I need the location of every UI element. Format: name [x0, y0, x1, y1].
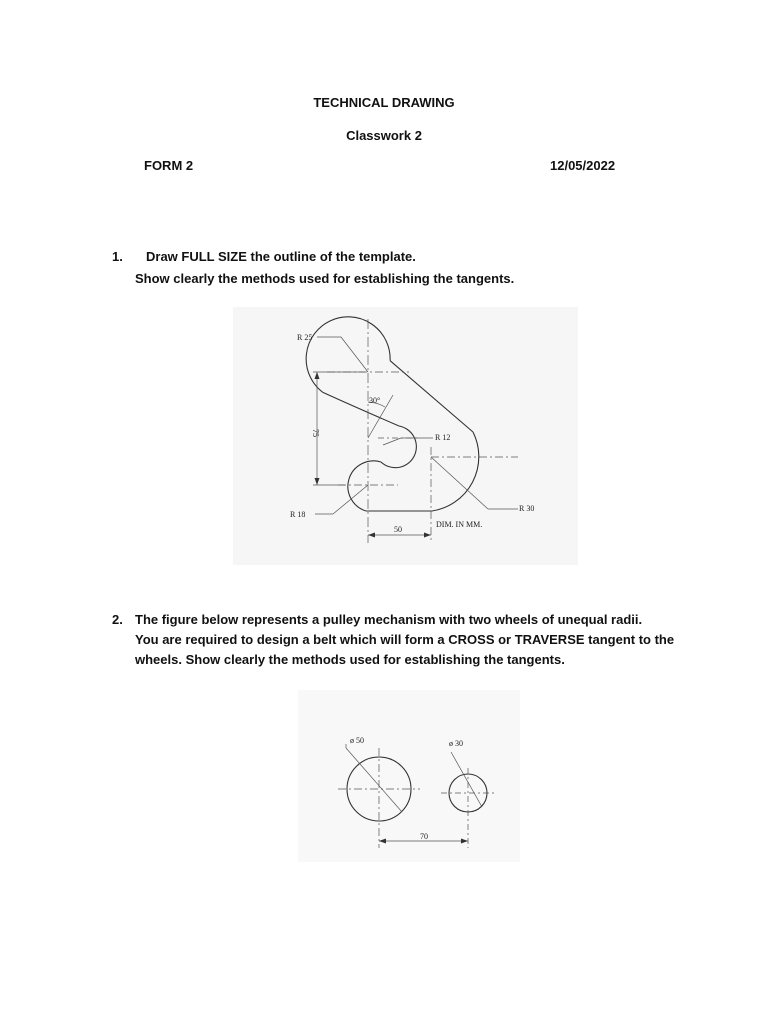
dim-r25-label: R 25	[297, 333, 313, 342]
dim-75-label: 75	[311, 429, 320, 437]
page-title: TECHNICAL DRAWING	[313, 95, 455, 110]
question-2-line-3: wheels. Show clearly the methods used for establishing the tangents.	[135, 652, 565, 667]
form-label: FORM 2	[144, 158, 194, 173]
dim-r30-label: R 30	[519, 504, 535, 513]
question-1-number: 1.	[112, 249, 123, 264]
template-drawing	[233, 307, 578, 565]
dim-r18-label: R 18	[290, 510, 306, 519]
units-note: DIM. IN MM.	[436, 520, 483, 529]
page-subtitle: Classwork 2	[346, 128, 422, 143]
question-2-line-2: You are required to design a belt which will form a CROSS or TRAVERSE tangent to the	[135, 632, 675, 647]
pulley-drawing	[298, 690, 520, 862]
dim-r12-label: R 12	[435, 433, 451, 442]
dim-d50-label: ø 50	[350, 736, 364, 745]
question-1-line-1: Draw FULL SIZE the outline of the template.	[146, 249, 416, 264]
question-2-number: 2.	[112, 612, 123, 627]
question-1-line-2: Show clearly the methods used for establishing the tangents.	[135, 271, 515, 286]
dim-30deg-label: 30°	[369, 396, 381, 405]
question-2-line-1: The figure below represents a pulley mechanism with two wheels of unequal radii.	[135, 612, 643, 627]
dim-70-label: 70	[420, 832, 428, 841]
dim-d30-label: ø 30	[449, 739, 463, 748]
dim-50-label: 50	[394, 525, 402, 534]
date-label: 12/05/2022	[550, 158, 616, 173]
